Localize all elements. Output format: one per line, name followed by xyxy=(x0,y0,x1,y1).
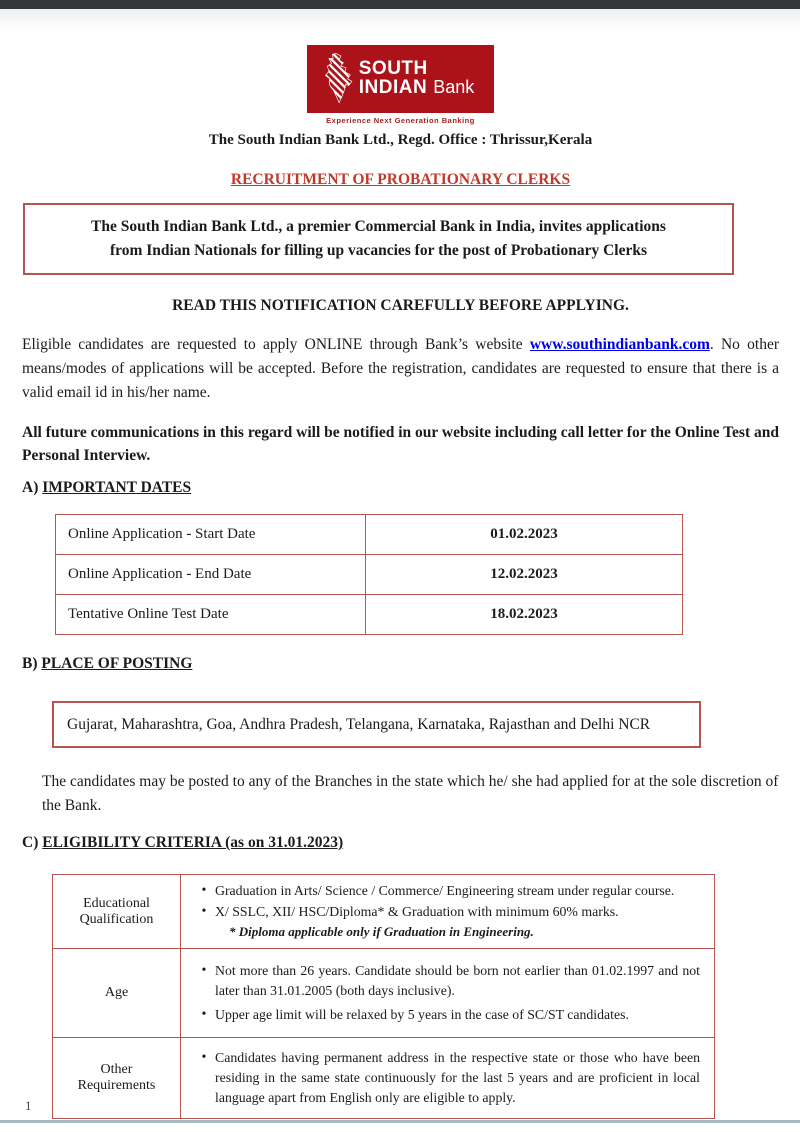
section-c-heading xyxy=(22,834,779,852)
apply-online-text-post: . No other means/modes of applications will be accepted. Before the registration, candidates are requested to ensure that there is a valid email id in his/her name. xyxy=(22,336,780,401)
logo-word-indian: INDIAN xyxy=(358,77,428,98)
posting-states-text: Gujarat, Maharashtra, Goa, Andhra Pradesh, Telangana, Karnataka, Rajasthan and Delhi NCR xyxy=(67,715,651,733)
future-communications-paragraph: All future communications in this regard will be notified in our website including call letter for the Online Test and Personal Interview. xyxy=(22,424,779,464)
notification-title-text: RECRUITMENT OF PROBATIONARY CLERKS xyxy=(230,171,571,188)
section-b-heading xyxy=(22,655,779,673)
posting-discretion-paragraph: The candidates may be posted to any of the Branches in the state which he/ she had applied for at the sole discretion of the Bank. xyxy=(42,773,779,814)
page-number: 1 xyxy=(25,1098,32,1113)
bank-logo xyxy=(22,0,779,125)
intro-box xyxy=(23,203,734,275)
india-map-icon xyxy=(323,50,357,106)
intro-box-text: The South Indian Bank Ltd., a premier Commercial Bank in India, invites applications from Indian Nationals for filling up vacancies for the post of Probationary Clerks xyxy=(91,218,666,259)
place-of-posting-box xyxy=(52,701,701,748)
bank-logo-text xyxy=(359,59,474,97)
apply-online-paragraph xyxy=(22,333,779,405)
bullet-item: • X/ SSLC, XII/ HSC/Diploma* & Graduation with minimum 60% marks. xyxy=(193,902,700,922)
table-row xyxy=(53,949,715,1038)
date-value: 12.02.2023 xyxy=(366,555,683,595)
table-row xyxy=(56,555,683,595)
bullet-item: • Not more than 26 years. Candidate should be born not earlier than 01.02.1997 and not later than 31.01.2005 (both days inclusive). xyxy=(193,961,700,1001)
criterion-details xyxy=(181,1038,715,1119)
read-carefully-notice: READ THIS NOTIFICATION CAREFULLY BEFORE APPLYING. xyxy=(172,297,629,314)
bank-tagline: Experience Next Generation Banking xyxy=(326,116,475,125)
section-c-prefix: C) xyxy=(22,834,39,851)
eligibility-criteria-table xyxy=(52,874,715,1119)
bottom-divider-line xyxy=(0,1120,800,1123)
table-row xyxy=(53,1038,715,1119)
date-value: 01.02.2023 xyxy=(366,515,683,555)
date-label: Online Application - Start Date xyxy=(56,515,366,555)
criterion-label: Other Requirements xyxy=(53,1038,181,1119)
bank-logo-box xyxy=(307,45,494,113)
table-row xyxy=(53,875,715,949)
table-row xyxy=(56,595,683,635)
criterion-details xyxy=(181,949,715,1038)
notification-title xyxy=(22,171,779,189)
criterion-label: Educational Qualification xyxy=(53,875,181,949)
bullet-item: • Graduation in Arts/ Science / Commerce/ Engineering stream under regular course. xyxy=(193,881,700,901)
bullet-item: • Upper age limit will be relaxed by 5 years in the case of SC/ST candidates. xyxy=(193,1005,700,1025)
important-dates-table xyxy=(55,514,683,635)
date-label: Tentative Online Test Date xyxy=(56,595,366,635)
section-a-prefix: A) xyxy=(22,479,39,496)
section-b-title: PLACE OF POSTING xyxy=(41,655,193,672)
section-b-prefix: B) xyxy=(22,655,38,672)
logo-word-south: SOUTH xyxy=(358,58,428,79)
logo-word-bank: Bank xyxy=(433,77,475,97)
apply-online-text-pre: Eligible candidates are requested to apply ONLINE through Bank’s website xyxy=(22,336,530,353)
date-value: 18.02.2023 xyxy=(366,595,683,635)
criterion-label: Age xyxy=(53,949,181,1038)
section-c-title: ELIGIBILITY CRITERIA (as on 31.01.2023) xyxy=(42,834,344,851)
date-label: Online Application - End Date xyxy=(56,555,366,595)
diploma-footnote: * Diploma applicable only if Graduation in Engineering. xyxy=(229,924,534,939)
section-a-heading xyxy=(22,479,779,497)
section-a-title: IMPORTANT DATES xyxy=(42,479,192,496)
table-row xyxy=(56,515,683,555)
criterion-details xyxy=(181,875,715,949)
bullet-item: • Candidates having permanent address in the respective state or those who have been residing in the same state continuously for the last 5 years and are proficient in local language apart from English only are eligible to apply. xyxy=(193,1048,700,1108)
registered-office-line: The South Indian Bank Ltd., Regd. Office : Thrissur,Kerala xyxy=(208,132,593,148)
bank-website-link[interactable]: www.southindianbank.com xyxy=(529,336,710,353)
